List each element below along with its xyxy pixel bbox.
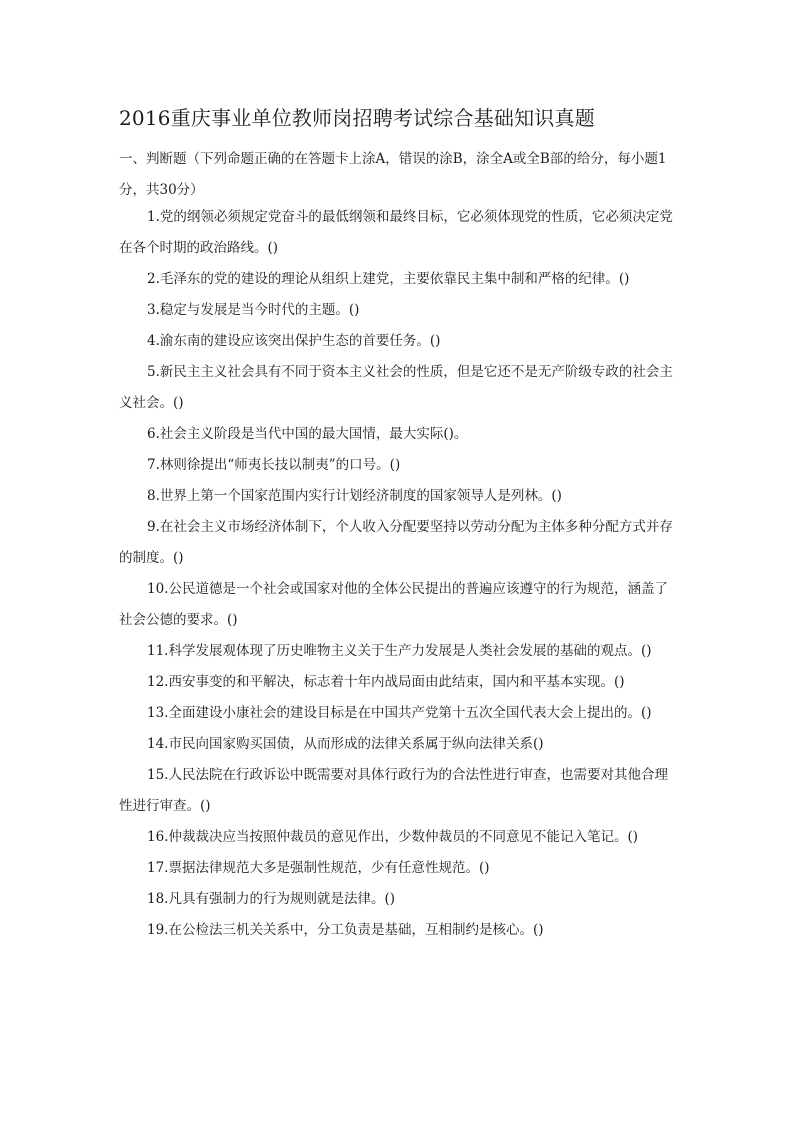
question-item: 9.在社会主义市场经济体制下，个人收入分配要坚持以劳动分配为主体多种分配方式并存的制度。()	[119, 519, 673, 566]
section-heading: 一、判断题（下列命题正确的在答题卡上涂A，错误的涂B，涂全A或全B部的给分，每小题1分，共30分）	[119, 151, 667, 198]
question-item: 10.公民道德是一个社会或国家对他的全体公民提出的普遍应该遵守的行为规范，涵盖了社会公德的要求。()	[119, 581, 668, 628]
question-list	[119, 202, 675, 946]
question-item: 17.票据法律规范大多是强制性规范，少有任意性规范。()	[147, 860, 490, 876]
question-item: 19.在公检法三机关关系中，分工负责是基础，互相制约是核心。()	[147, 922, 544, 938]
question-item: 1.党的纲领必须规定党奋斗的最低纲领和最终目标，它必须体现党的性质，它必须决定党在各个时期的政治路线。()	[119, 209, 673, 256]
question-item: 16.仲裁裁决应当按照仲裁员的意见作出，少数仲裁员的不同意见不能记入笔记。()	[147, 829, 639, 845]
question-item: 5.新民主主义社会具有不同于资本主义社会的性质，但是它还不是无产阶级专政的社会主义社会。()	[119, 364, 673, 411]
question-item: 3.稳定与发展是当今时代的主题。()	[147, 302, 360, 318]
question-item: 14.市民向国家购买国债，从而形成的法律关系属于纵向法律关系()	[147, 736, 544, 752]
question-item: 8.世界上第一个国家范围内实行计划经济制度的国家领导人是列林。()	[147, 488, 562, 504]
question-item: 7.林则徐提出“师夷长技以制夷”的口号。()	[147, 457, 401, 473]
question-item: 11.科学发展观体现了历史唯物主义关于生产力发展是人类社会发展的基础的观点。()	[147, 643, 652, 659]
question-item: 15.人民法院在行政诉讼中既需要对具体行政行为的合法性进行审查，也需要对其他合理性进行审查。()	[119, 767, 668, 814]
question-item: 4.渝东南的建设应该突出保护生态的首要任务。()	[147, 333, 441, 349]
question-item: 12.西安事变的和平解决，标志着十年内战局面由此结束，国内和平基本实现。()	[147, 674, 625, 690]
question-item: 6.社会主义阶段是当代中国的最大国情，最大实际()。	[147, 426, 468, 442]
question-item: 13.全面建设小康社会的建设目标是在中国共产党第十五次全国代表大会上提出的。()	[147, 705, 652, 721]
question-item: 2.毛泽东的党的建设的理论从组织上建党，主要依靠民主集中制和严格的纪律。()	[147, 271, 630, 287]
document-title: 2016重庆事业单位教师岗招聘考试综合基础知识真题	[119, 106, 595, 130]
question-item: 18.凡具有强制力的行为规则就是法律。()	[147, 891, 396, 907]
